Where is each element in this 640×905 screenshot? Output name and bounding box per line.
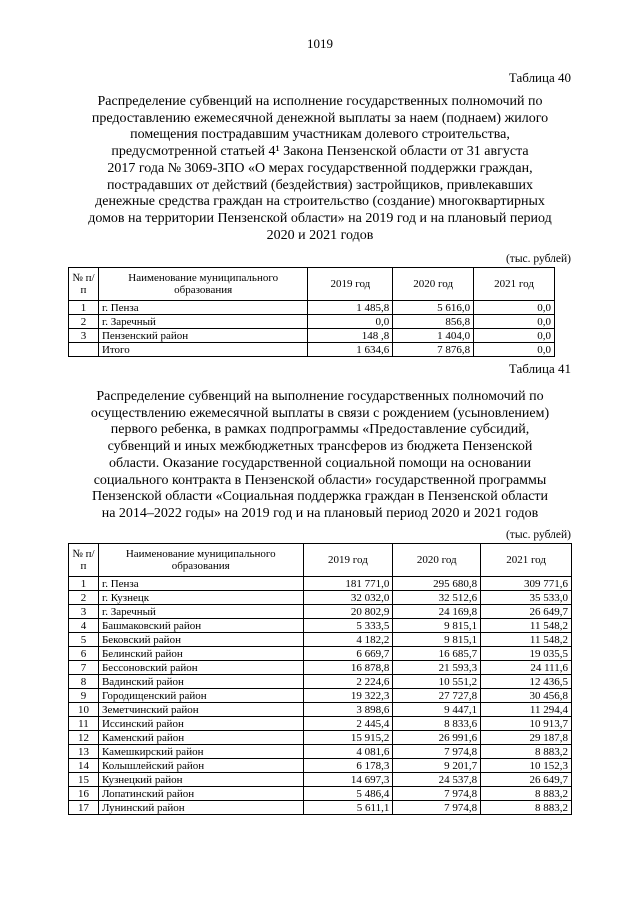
value-2019: 6 178,3	[303, 759, 393, 773]
value-2020: 24 169,8	[393, 605, 481, 619]
value-2020: 295 680,8	[393, 577, 481, 591]
municipality-name: г. Кузнецк	[98, 591, 303, 605]
value-2019: 6 669,7	[303, 647, 393, 661]
value-2020: 21 593,3	[393, 661, 481, 675]
value-2019: 1 634,6	[308, 343, 393, 357]
title-line: Распределение субвенций на выполнение государственных полномочий по	[96, 389, 544, 404]
value-2021: 309 771,6	[481, 577, 572, 591]
row-number: 16	[69, 787, 99, 801]
row-number: 1	[69, 301, 99, 315]
row-number: 5	[69, 633, 99, 647]
row-number: 11	[69, 717, 99, 731]
page-number: 1019	[307, 36, 333, 51]
value-2021: 11 548,2	[481, 633, 572, 647]
value-2019: 148 ,8	[308, 329, 393, 343]
value-2020: 27 727,8	[393, 689, 481, 703]
value-2019: 19 322,3	[303, 689, 393, 703]
table-41-title	[60, 389, 580, 523]
value-2021: 0,0	[474, 301, 555, 315]
col-header-number: № п/п	[69, 544, 99, 577]
value-2020: 7 974,8	[393, 745, 481, 759]
value-2021: 30 456,8	[481, 689, 572, 703]
row-number: 17	[69, 801, 99, 815]
table-40-label: Таблица 40	[508, 70, 571, 85]
table-row	[69, 731, 572, 745]
municipality-name: Кузнецкий район	[98, 773, 303, 787]
value-2020: 7 974,8	[393, 801, 481, 815]
row-number: 7	[69, 661, 99, 675]
row-number: 2	[69, 315, 99, 329]
table-row	[69, 689, 572, 703]
table-row	[69, 301, 555, 315]
municipality-name: Городищенский район	[98, 689, 303, 703]
row-number: 1	[69, 577, 99, 591]
value-2020: 9 815,1	[393, 619, 481, 633]
title-line: пострадавших от действий (бездействия) застройщиков, привлекавших	[106, 177, 534, 193]
value-2021: 8 883,2	[481, 787, 572, 801]
value-2021: 10 913,7	[481, 717, 572, 731]
table-row	[69, 675, 572, 689]
table-row	[69, 577, 572, 591]
value-2020: 856,8	[393, 315, 474, 329]
table-row	[69, 661, 572, 675]
municipality-name: г. Заречный	[98, 315, 308, 329]
value-2020: 1 404,0	[393, 329, 474, 343]
value-2021: 11 548,2	[481, 619, 572, 633]
value-2021: 8 883,2	[481, 801, 572, 815]
municipality-name: Пензенский район	[98, 329, 308, 343]
table-41-label: Таблица 41	[508, 361, 571, 376]
municipality-name: Земетчинский район	[98, 703, 303, 717]
title-line: помещения пострадавшим участникам долевого строительства,	[130, 127, 510, 143]
title-line: социального контракта в Пензенской области» государственной программы	[93, 472, 547, 488]
value-2020: 8 833,6	[393, 717, 481, 731]
row-number: 6	[69, 647, 99, 661]
title-line: Пензенской области «Социальная поддержка граждан в Пензенской области	[91, 489, 549, 505]
row-number: 3	[69, 329, 99, 343]
value-2020: 9 447,1	[393, 703, 481, 717]
value-2019: 2 224,6	[303, 675, 393, 689]
value-2019: 1 485,8	[308, 301, 393, 315]
value-2020: 5 616,0	[393, 301, 474, 315]
table-row	[69, 343, 555, 357]
municipality-name: Вадинский район	[98, 675, 303, 689]
table-row	[69, 801, 572, 815]
table-row	[69, 315, 555, 329]
table-row	[69, 619, 572, 633]
title-line: субвенций и иных межбюджетных трансферов из бюджета Пензенской	[107, 439, 533, 455]
row-number: 8	[69, 675, 99, 689]
municipality-name: г. Заречный	[98, 605, 303, 619]
municipality-name: Лунинский район	[98, 801, 303, 815]
title-line: осуществлению ежемесячной выплаты в связи с рождением (усыновлением)	[90, 405, 550, 421]
municipality-name: Бессоновский район	[98, 661, 303, 675]
table-row	[69, 605, 572, 619]
table-41-unit: (тыс. рублей)	[505, 529, 571, 541]
table-row	[69, 703, 572, 717]
value-2020: 9 815,1	[393, 633, 481, 647]
row-number: 2	[69, 591, 99, 605]
value-2019: 2 445,4	[303, 717, 393, 731]
municipality-name: Башмаковский район	[98, 619, 303, 633]
table-row	[69, 329, 555, 343]
table-40	[68, 267, 555, 357]
table-row	[69, 633, 572, 647]
municipality-name: Иссинский район	[98, 717, 303, 731]
row-number: 10	[69, 703, 99, 717]
title-line: первого ребенка, в рамках подпрограммы «Предоставление субсидий,	[110, 422, 530, 438]
value-2020: 9 201,7	[393, 759, 481, 773]
value-2019: 5 486,4	[303, 787, 393, 801]
value-2020: 7 876,8	[393, 343, 474, 357]
col-header-name: Наименование муниципального образования	[98, 268, 308, 301]
value-2021: 8 883,2	[481, 745, 572, 759]
value-2020: 10 551,2	[393, 675, 481, 689]
value-2019: 3 898,6	[303, 703, 393, 717]
title-line: Распределение субвенций на исполнение государственных полномочий по	[97, 94, 543, 109]
municipality-name: г. Пенза	[98, 301, 308, 315]
row-number: 9	[69, 689, 99, 703]
value-2019: 5 611,1	[303, 801, 393, 815]
value-2019: 181 771,0	[303, 577, 393, 591]
title-line: 2017 года № 3069-ЗПО «О мерах государственной поддержки граждан,	[107, 160, 533, 176]
col-header-2019: 2019 год	[308, 268, 393, 301]
value-2021: 0,0	[474, 329, 555, 343]
value-2019: 4 081,6	[303, 745, 393, 759]
municipality-name: Бековский район	[98, 633, 303, 647]
row-number: 4	[69, 619, 99, 633]
value-2021: 0,0	[474, 343, 555, 357]
municipality-name: Колышлейский район	[98, 759, 303, 773]
row-number: 13	[69, 745, 99, 759]
value-2021: 26 649,7	[481, 773, 572, 787]
value-2020: 16 685,7	[393, 647, 481, 661]
table-40-unit: (тыс. рублей)	[505, 253, 571, 265]
municipality-name: Каменский район	[98, 731, 303, 745]
col-header-2020: 2020 год	[393, 544, 481, 577]
col-header-number: № п/п	[69, 268, 99, 301]
value-2021: 35 533,0	[481, 591, 572, 605]
value-2021: 0,0	[474, 315, 555, 329]
value-2019: 14 697,3	[303, 773, 393, 787]
row-number	[69, 343, 99, 357]
value-2019: 4 182,2	[303, 633, 393, 647]
title-line: домов на территории Пензенской области» на 2019 год и на плановый период	[88, 210, 552, 226]
municipality-name: г. Пенза	[98, 577, 303, 591]
table-row	[69, 591, 572, 605]
value-2020: 26 991,6	[393, 731, 481, 745]
value-2019: 16 878,8	[303, 661, 393, 675]
col-header-2019: 2019 год	[303, 544, 393, 577]
value-2019: 5 333,5	[303, 619, 393, 633]
table-row	[69, 773, 572, 787]
value-2021: 24 111,6	[481, 661, 572, 675]
row-number: 3	[69, 605, 99, 619]
municipality-name: Камешкирский район	[98, 745, 303, 759]
municipality-name: Белинский район	[98, 647, 303, 661]
col-header-2020: 2020 год	[393, 268, 474, 301]
table-row	[69, 787, 572, 801]
table-row	[69, 745, 572, 759]
col-header-2021: 2021 год	[474, 268, 555, 301]
municipality-name: Итого	[98, 343, 308, 357]
title-line: на 2014–2022 годы» на 2019 год и на плановый период 2020 и 2021 годов	[101, 505, 539, 521]
value-2019: 20 802,9	[303, 605, 393, 619]
title-line: области. Оказание государственной социальной помощи на основании	[108, 455, 532, 471]
table-row	[69, 759, 572, 773]
value-2020: 24 537,8	[393, 773, 481, 787]
value-2021: 11 294,4	[481, 703, 572, 717]
row-number: 14	[69, 759, 99, 773]
row-number: 12	[69, 731, 99, 745]
value-2021: 26 649,7	[481, 605, 572, 619]
table-row	[69, 647, 572, 661]
municipality-name: Лопатинский район	[98, 787, 303, 801]
title-line: предоставлению ежемесячной денежной выплаты за наем (поднаем) жилого	[91, 110, 549, 126]
value-2020: 7 974,8	[393, 787, 481, 801]
title-line: денежные средства граждан на строительство (создание) многоквартирных	[95, 194, 545, 210]
value-2021: 10 152,3	[481, 759, 572, 773]
value-2020: 32 512,6	[393, 591, 481, 605]
title-line: 2020 и 2021 годов	[266, 227, 374, 243]
value-2021: 19 035,5	[481, 647, 572, 661]
value-2019: 15 915,2	[303, 731, 393, 745]
col-header-name: Наименование муниципального образования	[98, 544, 303, 577]
value-2019: 32 032,0	[303, 591, 393, 605]
table-40-title	[60, 94, 580, 244]
col-header-2021: 2021 год	[481, 544, 572, 577]
table-41	[68, 543, 572, 815]
row-number: 15	[69, 773, 99, 787]
value-2021: 12 436,5	[481, 675, 572, 689]
value-2021: 29 187,8	[481, 731, 572, 745]
table-row	[69, 717, 572, 731]
value-2019: 0,0	[308, 315, 393, 329]
title-line: предусмотренной статьей 4¹ Закона Пензенской области от 31 августа	[111, 144, 529, 160]
